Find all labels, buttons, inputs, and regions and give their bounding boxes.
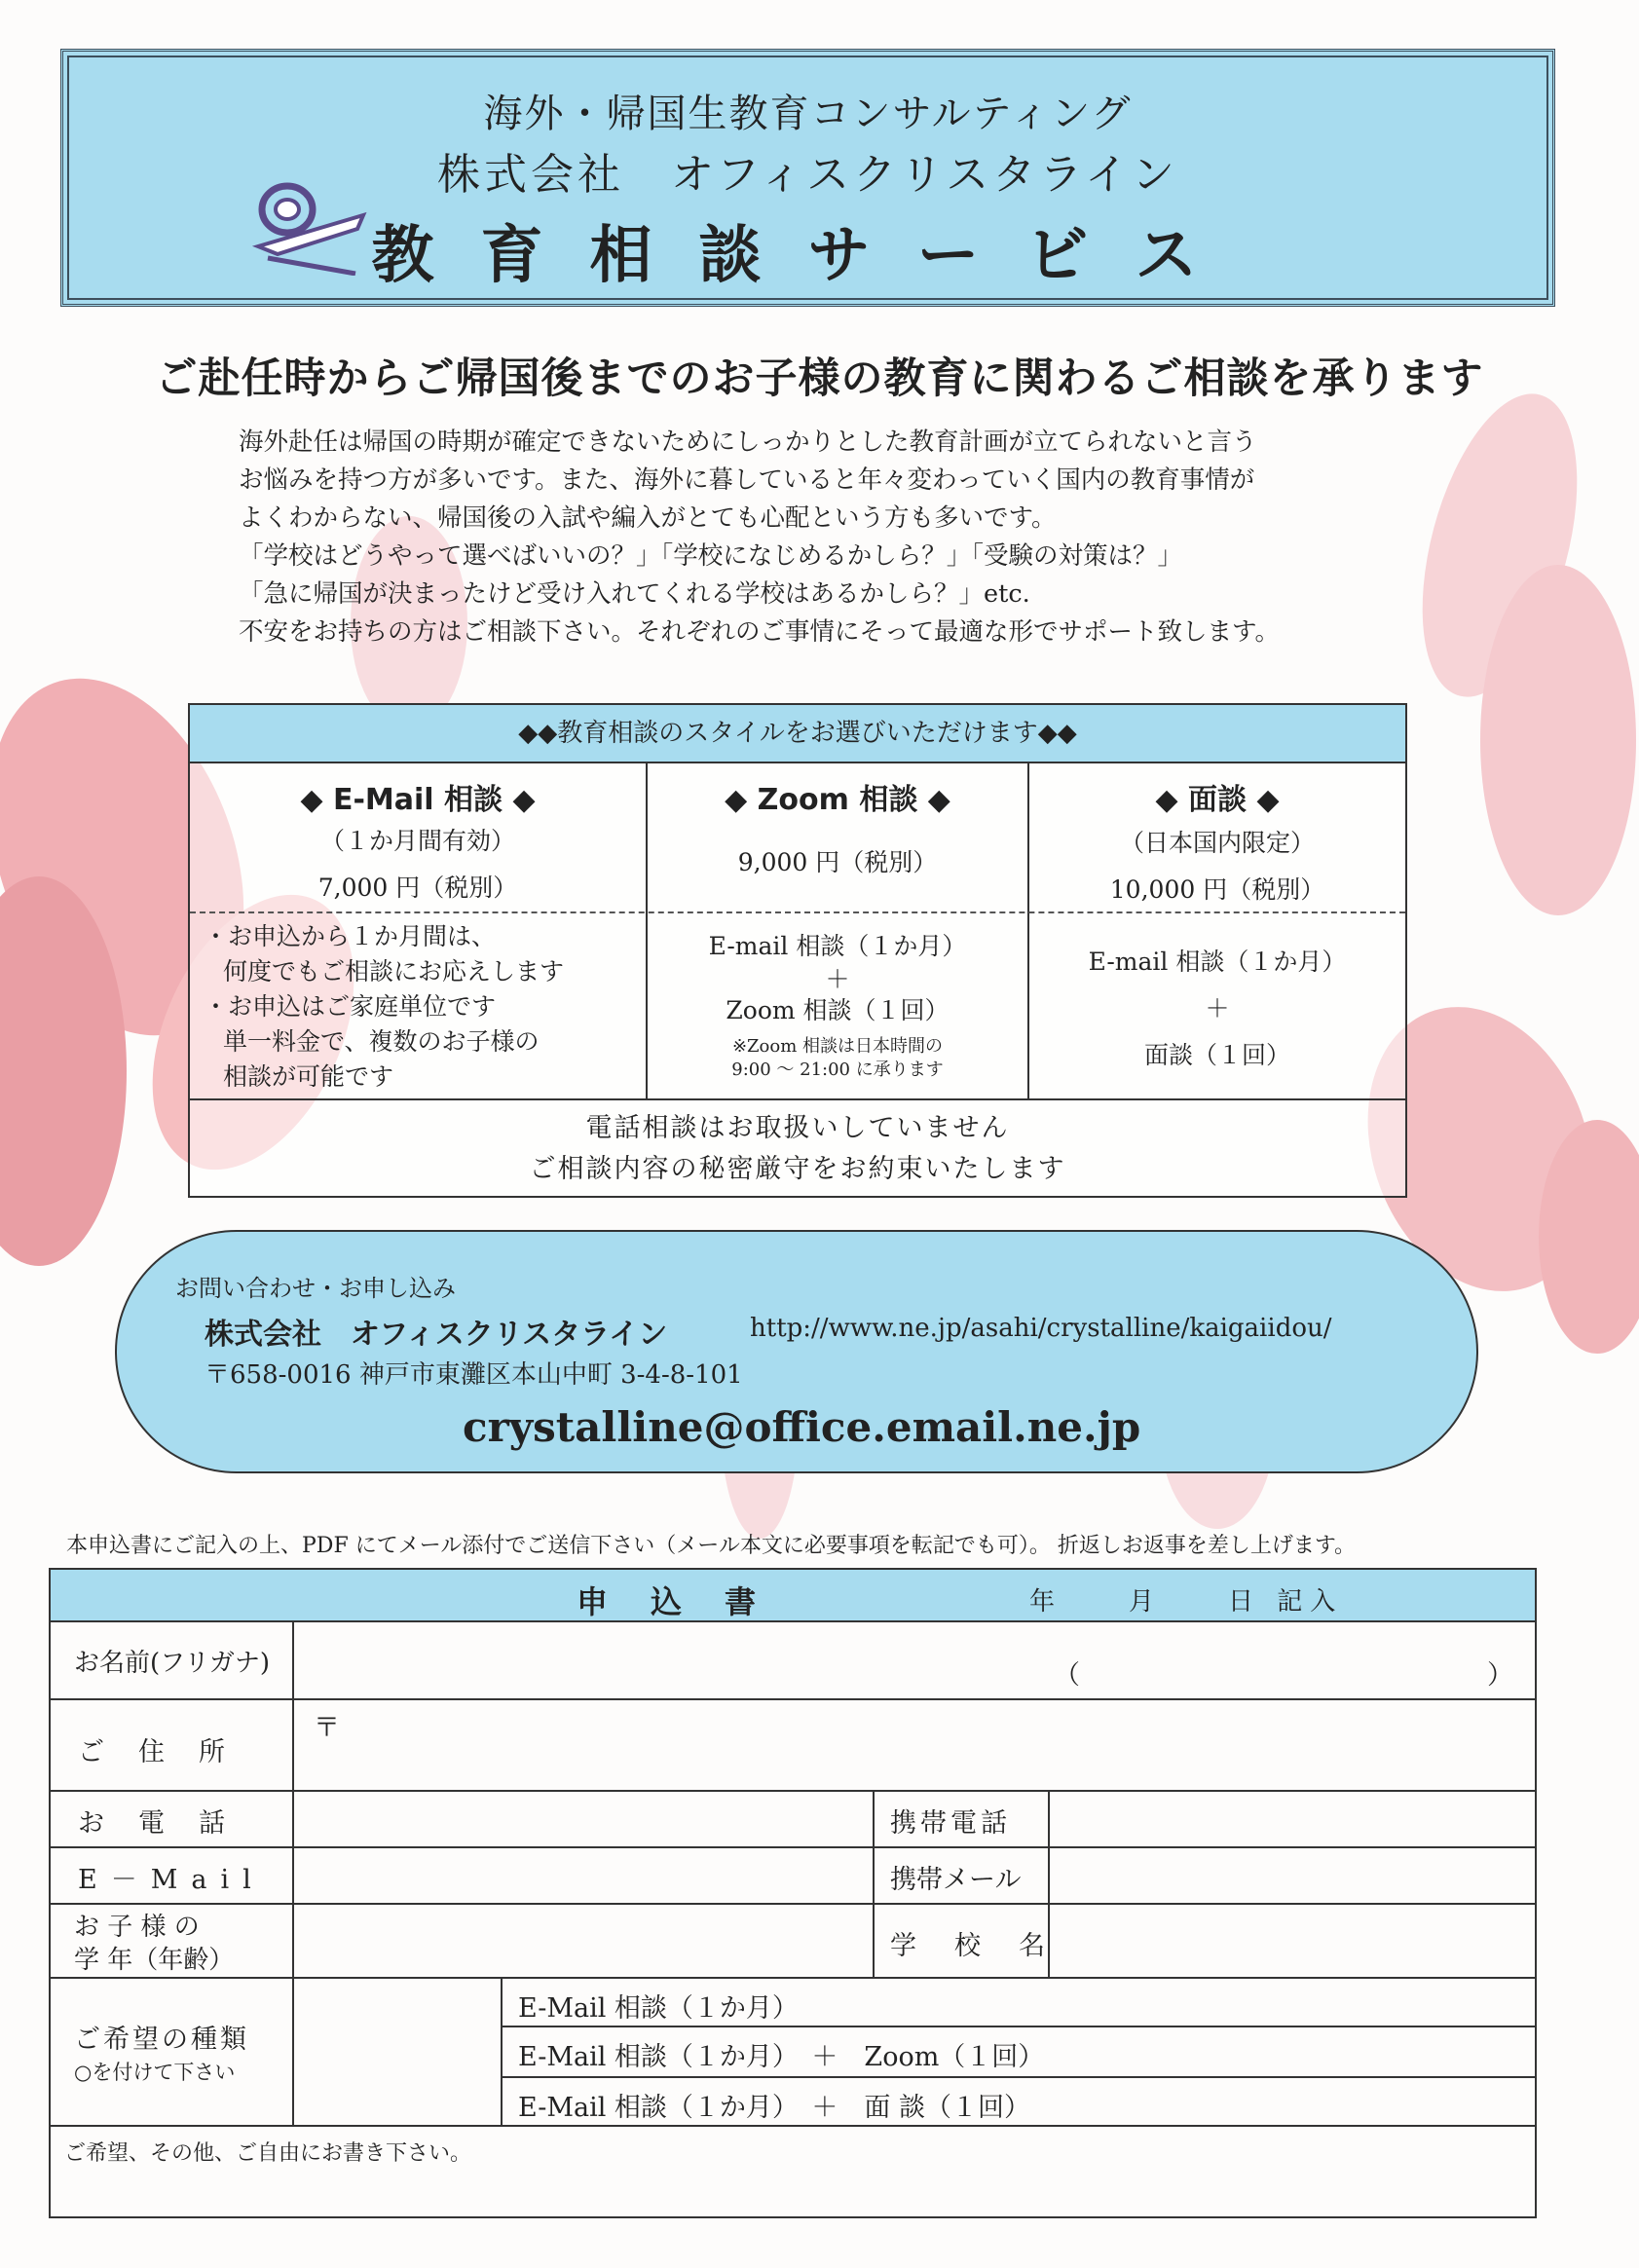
intro-line: 「学校はどうやって選べばいいの？」「学校になじめるかしら？」「受験の対策は？」 xyxy=(239,541,1183,571)
contact-box xyxy=(115,1230,1478,1473)
tagline: ご赴任時からご帰国後までのお子様の教育に関わるご相談を承ります xyxy=(155,354,1484,403)
plan-option-email-zoom[interactable]: E-Mail 相談（１か月） ＋ Zoom（１回） xyxy=(518,2042,1045,2072)
postal-mark: 〒 xyxy=(314,1713,340,1743)
zoom-plan-note: ※Zoom 相談は日本時間の xyxy=(731,1036,944,1057)
zoom-plan-detail: E-mail 相談（１か月） xyxy=(708,932,967,960)
phone-label: お 電 話 xyxy=(78,1808,229,1839)
email-label: E－Mail xyxy=(78,1865,265,1895)
no-phone-note: 電話相談はお取扱いしていません xyxy=(585,1113,1010,1143)
address-label: ご 住 所 xyxy=(78,1737,229,1767)
confidentiality-note: ご相談内容の秘密厳守をお約束いたします xyxy=(529,1154,1066,1184)
email-plan-bullet: 何度でもご相談にお応えします xyxy=(223,957,565,985)
contact-company: 株式会社 オフィスクリスタライン xyxy=(205,1318,668,1352)
address-field[interactable] xyxy=(296,1702,1531,1788)
child-grade-label: お 子 様 の xyxy=(74,1913,200,1942)
meeting-plan-title: ◆ 面談 ◆ xyxy=(1155,783,1280,817)
zoom-plan-price: 9,000 円（税別） xyxy=(737,848,938,876)
meeting-plan-scope: （日本国内限定） xyxy=(1119,829,1315,857)
intro-line: よくわからない、帰国後の入試や編入がとても心配という方も多いです。 xyxy=(239,503,1057,533)
meeting-plan-detail: E-mail 相談（１か月） xyxy=(1088,948,1347,976)
mobile-label: 携帯電話 xyxy=(890,1808,1011,1839)
email-plan xyxy=(190,762,648,1098)
school-field[interactable] xyxy=(1052,1907,1531,1975)
email-plan-price: 7,000 円（税別） xyxy=(317,874,518,902)
email-plan-title: ◆ E-Mail 相談 ◆ xyxy=(300,783,536,817)
contact-url-link[interactable]: http://www.ne.jp/asahi/crystalline/kaigaiidou/ xyxy=(750,1314,1332,1343)
zoom-plan-detail: Zoom 相談（１回） xyxy=(726,996,950,1024)
form-title: 申 込 書 xyxy=(577,1583,763,1620)
consultation-styles-table xyxy=(188,703,1407,1198)
company-name: 株式会社 オフィスクリスタライン xyxy=(437,150,1178,200)
child-grade-label: 学 年（年齢） xyxy=(74,1946,235,1975)
intro-line: 不安をお持ちの方はご相談下さい。それぞれのご事情にそって最適な形でサポート致します。 xyxy=(239,617,1280,647)
contact-address: 〒658-0016 神戸市東灘区本山中町 3-4-8-101 xyxy=(205,1360,743,1390)
furigana-paren-open: （ xyxy=(1054,1660,1080,1691)
zoom-plan-title: ◆ Zoom 相談 ◆ xyxy=(725,783,950,817)
phone-field[interactable] xyxy=(296,1794,871,1844)
plan-type-hint: ○を付けて下さい xyxy=(74,2061,236,2084)
meeting-plan xyxy=(1029,762,1405,1098)
styles-heading: ◆◆教育相談のスタイルをお選びいただけます◆◆ xyxy=(190,705,1405,763)
child-grade-field[interactable] xyxy=(296,1907,871,1975)
styles-footer xyxy=(190,1098,1405,1196)
email-field[interactable] xyxy=(296,1850,871,1901)
school-label: 学 校 名 xyxy=(890,1931,1051,1961)
name-label: お名前(フリガナ) xyxy=(74,1649,270,1678)
meeting-plan-plus: ＋ xyxy=(1205,994,1230,1022)
comments-field[interactable] xyxy=(55,2129,1531,2214)
mobile-field[interactable] xyxy=(1052,1794,1531,1844)
email-plan-bullet: 相談が可能です xyxy=(223,1062,394,1091)
intro-line: お悩みを持つ方が多いです。また、海外に暮していると年々変わっていく国内の教育事情が xyxy=(239,465,1255,495)
form-header xyxy=(51,1570,1535,1622)
intro-line: 「急に帰国が決まったけど受け入れてくれる学校はあるかしら？」etc. xyxy=(239,579,1030,609)
plan-type-label: ご希望の種類 xyxy=(74,2025,249,2055)
dashed-divider xyxy=(190,911,1405,913)
zoom-plan-plus: ＋ xyxy=(825,965,850,993)
application-form xyxy=(49,1568,1537,2218)
email-plan-bullet: ・お申込はご家庭単位です xyxy=(204,992,497,1021)
email-plan-validity: （１か月間有効） xyxy=(319,827,515,855)
plan-option-email[interactable]: E-Mail 相談（１か月） xyxy=(518,1993,799,2024)
intro-paragraph xyxy=(239,424,1436,651)
email-plan-bullet: 単一料金で、複数のお子様の xyxy=(223,1027,540,1056)
furigana-paren-close: ） xyxy=(1487,1660,1513,1691)
contact-email-link[interactable]: crystalline@office.email.ne.jp xyxy=(463,1403,1141,1451)
contact-label: お問い合わせ・お申し込み xyxy=(175,1275,456,1302)
email-plan-bullet: ・お申込から１か月間は、 xyxy=(204,922,497,950)
mobile-mail-field[interactable] xyxy=(1052,1850,1531,1901)
zoom-plan-note: 9:00 ～ 21:00 に承ります xyxy=(731,1060,944,1080)
page-title: 教育相談サービス xyxy=(371,220,1245,292)
form-instructions: 本申込書にご記入の上、PDF にてメール添付でご送信下さい（メール本文に必要事項を転記でも可）。 折返しお返事を差し上げます。 xyxy=(66,1534,1357,1558)
zoom-plan xyxy=(648,762,1029,1098)
header-subtitle: 海外・帰国生教育コンサルティング xyxy=(483,92,1133,136)
meeting-plan-price: 10,000 円（税別） xyxy=(1109,875,1325,904)
comments-label: ご希望、その他、ご自由にお書き下さい。 xyxy=(64,2141,472,2166)
meeting-plan-detail: 面談（１回） xyxy=(1143,1041,1290,1069)
mobile-mail-label: 携帯メール xyxy=(890,1865,1022,1895)
intro-line: 海外赴任は帰国の時期が確定できないためにしっかりとした教育計画が立てられないと言う xyxy=(239,428,1257,457)
header-banner xyxy=(60,49,1555,307)
name-field[interactable] xyxy=(296,1624,1531,1696)
plan-option-email-meeting[interactable]: E-Mail 相談（１か月） ＋ 面 談（１回） xyxy=(518,2093,1031,2123)
form-date: 年 月 日 記入 xyxy=(1029,1587,1344,1617)
